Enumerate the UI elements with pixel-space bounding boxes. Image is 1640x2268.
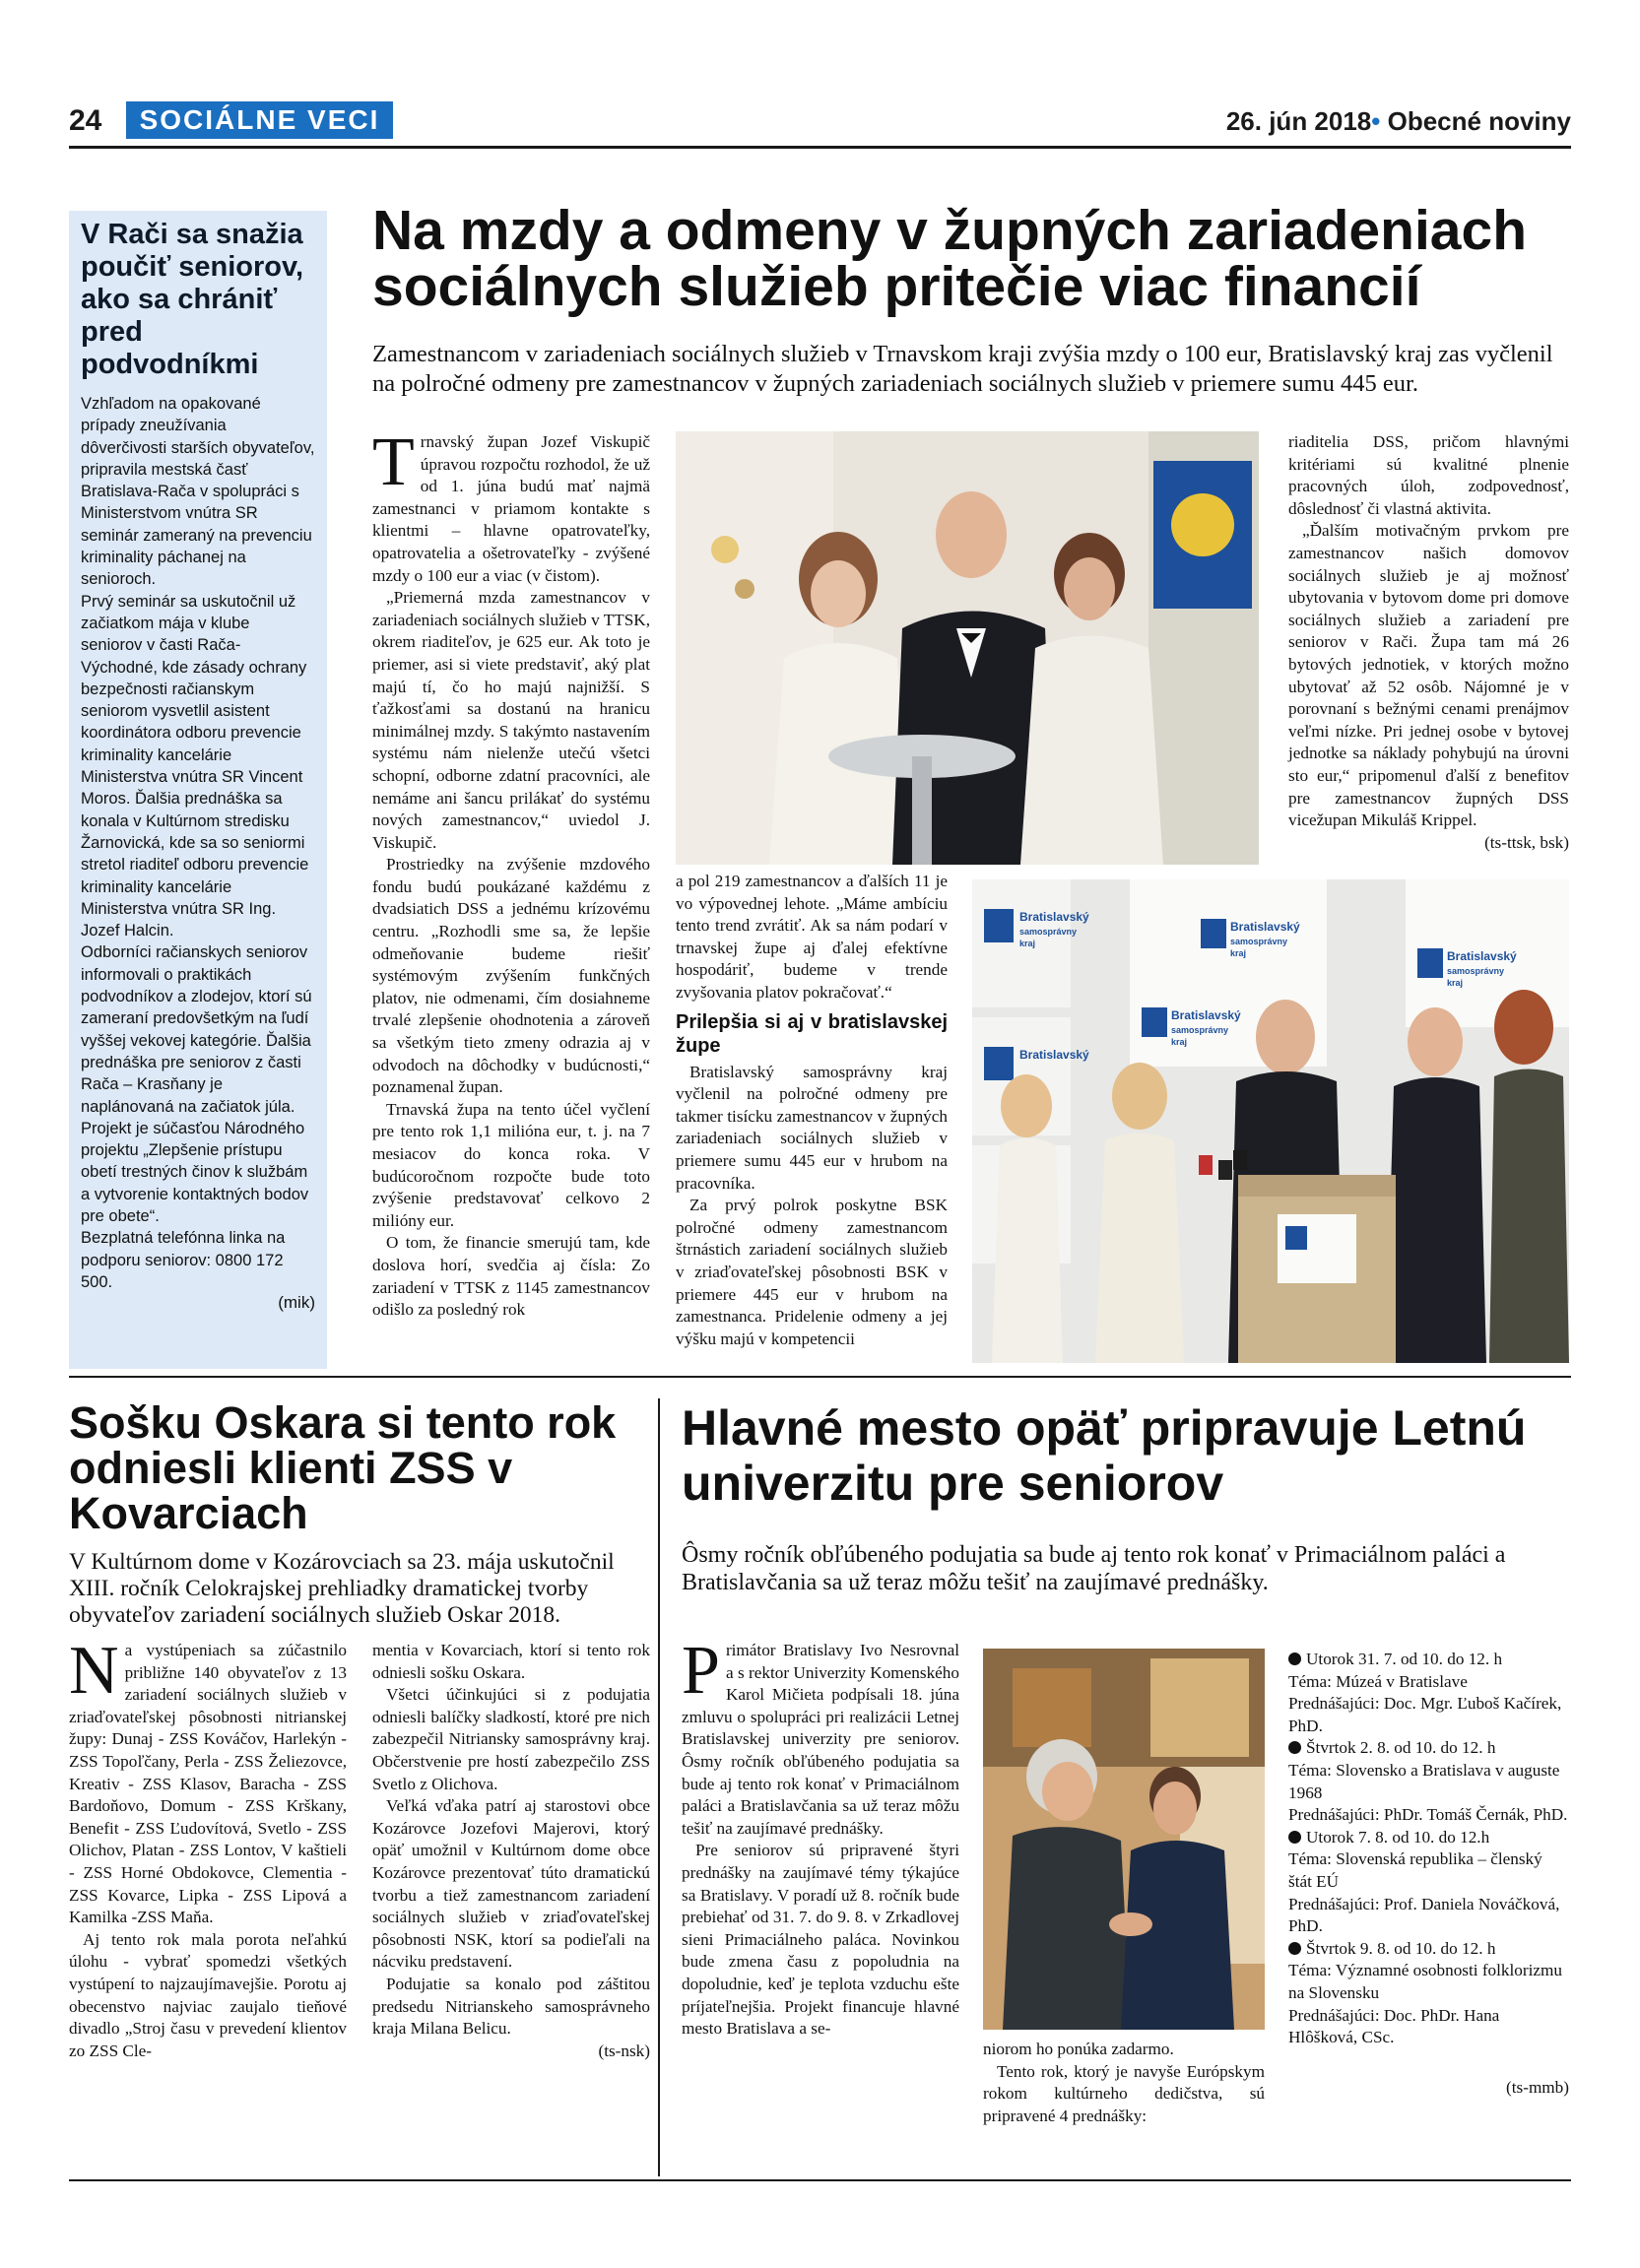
paragraph: „Ďalším motivačným prvkom pre zamestnancov našich domovov sociálnych služieb je aj možnosť ubytovania v bytovom dome pri domove sociálnych služieb a zariadení pre seniorov v Rači. Župa tam má 26 bytových jednotiek, v ktorých možno ubytovať až 52 osôb. Nájomné je v porovnaní s bežnými cenami prenájmov veľmi nízke. Pri jednej osobe v bytovej jednotke sa náklady pohybujú na úrovni sto eur,“ pripomenul ďalší z benefitov pre zamestnancov župných DSS vicežupan Mikuláš Krippel. [1288,521,1569,830]
oskar-headline: Sošku Oskara si tento rok odniesli klienti ZSS v Kovarciach [69,1397,617,1538]
main-column-2 [676,871,948,1350]
separator-dot: • [1371,106,1381,136]
paragraph: O tom, že financie smerujú tam, kde doslova horí, svedčia aj čísla: Zo zariadení v TTSK z 1145 zamestnancov odišlo za posledný rok [372,1233,650,1320]
section-label: SOCIÁLNE VECI [126,101,393,139]
university-headline: Hlavné mesto opäť pripravuje Letnú univerzitu pre seniorov [682,1400,1527,1511]
paragraph: Primátor Bratislavy Ivo Nesrovnal a s rektor Univerzity Komenského Karol Mičieta podpísali 18. júna zmluvu o spolupráci pri realizácii Letnej Bratislavskej univerzity pre seniorov. Ôsmy ročník obľúbeného podujatia sa bude aj tento rok konať v Primaciálnom paláci a Bratislavčania sa už teraz môžu tešiť na zaujímavé prednášky. [682,1633,959,1838]
main-lead: Zamestnancom v zariadeniach sociálnych služieb v Trnavskom kraji zvýšia mzdy o 100 eur, Bratislavský kraj zas vyčlenil na polročné odmeny pre zamestnancov v župných zariadeniach sociálnych služieb v priemere sumu 445 eur. [372,341,1553,397]
schedule-when: Štvrtok 9. 8. od 10. do 12. h [1288,1938,1569,1961]
svg-text:Bratislavský: Bratislavský [1019,1048,1089,1062]
article-signature: (ts-ttsk, bsk) [1484,832,1569,852]
drop-cap: P [682,1633,720,1709]
sidebar-signature: (mik) [278,1293,315,1313]
drop-cap: N [69,1633,119,1709]
lecture-schedule [1288,1649,1569,2099]
schedule-topic: Téma: Slovenská republika – členský štát EÚ [1288,1849,1542,1891]
university-lead: Ôsmy ročník obľúbeného podujatia sa bude aj tento rok konať v Primaciálnom paláci a Bratislavčania sa už teraz môžu tešiť na zaujímavé prednášky. [682,1542,1506,1595]
paragraph: Všetci účinkujúci si z podujatia odniesli balíčky sladkostí, ktoré pre nich zabezpečil Nitriansky samosprávny kraj. Občerstvenie pre hostí zabezpečilo ZSS Svetlo z Olichova. [372,1685,650,1793]
schedule-topic: Téma: Múzeá v Bratislave [1288,1671,1468,1691]
paragraph: Aj tento rok mala porota neľahkú úlohu - vybrať spomedzi všetkých vystúpení to najzaujímavejšie. Porotu aj obecenstvo najviac zaujalo tieňové divadlo „Stroj času v prevedení klientov zo ZSS Cle- [69,1929,347,2060]
schedule-when: Štvrtok 2. 8. od 10. do 12. h [1288,1737,1569,1760]
svg-text:kraj: kraj [1171,1037,1188,1047]
svg-text:samosprávny: samosprávny [1447,966,1505,976]
sidebar-paragraph: Projekt je súčasťou Národného projektu „Zlepšenie prístupu obetí trestných činov k službám a vytvorenie kontaktných bodov pre obete“. [81,1119,309,1225]
svg-text:Bratislavský: Bratislavský [1230,920,1300,934]
section-rule [69,1376,1571,1378]
paragraph: „Priemerná mzda zamestnancov v zariadeniach sociálnych služieb v TTSK, okrem riaditeľov, je 625 eur. Ak toto je priemer, asi si viete predstaviť, aký plat majú tí, čo ho majú najnižší. S ťažkosťami sa dostanú na hranicu minimálnej mzdy. S takýmto nastavením systému nám nielenže utečú všetci schopní, odborne zdatní pracovníci, ale nemáme ani šancu prilákať do systému nových zamestnancov,“ uviedol J. Viskupič. [372,588,650,852]
bullet-icon [1288,1652,1301,1665]
bullet-icon [1288,1741,1301,1754]
masthead-date [1226,106,1571,137]
photo-image [983,1649,1265,2030]
page-bottom-rule [69,2179,1571,2181]
university-column-2 [983,2039,1265,2127]
svg-text:kraj: kraj [1019,939,1036,948]
sidebar-paragraph: Bezplatná telefónna linka na podporu seniorov: 0800 172 500. [81,1229,286,1291]
schedule-lecturer: Prednášajúci: Doc. Mgr. Ľuboš Kačírek, PhD. [1288,1694,1562,1735]
column-divider [658,1398,660,2176]
schedule-lecturer: Prednášajúci: PhDr. Tomáš Černák, PhD. [1288,1805,1568,1825]
sidebar-paragraph: Vzhľadom na opakované prípady zneužívania dôverčivosti starších obyvateľov, pripravila mestská časť Bratislava-Rača v spolupráci s Ministerstvom vnútra SR seminár zameraný na prevenciu kriminality páchanej na senioroch. [81,395,315,589]
schedule-when: Utorok 31. 7. od 10. do 12. h [1288,1649,1569,1671]
sidebar-body [81,393,315,1313]
paragraph: mentia v Kovarciach, ktorí si tento rok odniesli sošku Oskara. [372,1641,650,1682]
svg-text:kraj: kraj [1230,948,1247,958]
sidebar-paragraph: Prvý seminár sa uskutočnil už začiatkom mája v klube seniorov v časti Rača-Východné, kde zásady ochrany bezpečnosti račianskym seniorom vysvetlil asistent koordinátora odboru prevencie kriminality kancelárie Ministerstva vnútra SR Vincent Moros. Ďalšia prednáška sa konala v Kultúrnom stredisku Žarnovická, kde sa so seniormi stretol riaditeľ odboru prevencie kriminality kancelárie Ministerstva vnútra SR Ing. Jozef Halcin. [81,592,309,940]
paragraph: Prostriedky na zvýšenie mzdového fondu budú poukázané každému z dvadsiatich DSS a jednému krízovému centru. „Rozhodli sme sa, že lepšie odmeňovanie budeme riešiť systémovým zvýšením funkčných platov, nie odmenami, čím dosiahneme trvalé zlepšenie ohodnotenia a zároveň sa všetkým tieto zmeny odrazia aj v odvodoch na dôchodky v budúcnosti,“ poznamenal župan. [372,855,650,1097]
subheading: Prilepšia si aj v bratislavskej župe [676,1010,948,1057]
drop-cap: T [372,424,415,500]
oskar-lead: V Kultúrnom dome v Kozárovciach sa 23. mája uskutočnil XIII. ročník Celokrajskej prehliadky dramatickej tvorby obyvateľov zariadení sociálnych služieb Oskar 2018. [69,1549,615,1628]
university-column-1 [682,1633,959,2041]
main-column-3 [1288,431,1569,854]
svg-text:Bratislavský: Bratislavský [1447,949,1517,963]
photo-image [972,879,1569,1363]
issue-date: 26. jún 2018 [1225,106,1372,136]
sidebar-box [69,211,327,1369]
oskar-column-1 [69,1633,347,2062]
sidebar-headline: V Rači sa snažia poučiť seniorov, ako sa chrániť pred podvodníkmi [81,219,304,380]
paragraph: Na vystúpeniach sa zúčastnilo približne 140 obyvateľov z 13 zariadení sociálnych služieb v zriaďovateľskej pôsobnosti nitrianskej župy: Dunaj - ZSS Kováčov, Harlekýn - ZSS Topoľčany, Perla - ZSS Želiezovce, Kreativ - ZSS Klasov, Baracha - ZSS Bardoňovo, Domum - ZSS Krškany, Benefit - ZSS Ľudovítová, Svetlo - ZSS Olichov, Platan - ZSS Lontov, V kaštieli - ZSS Horné Obdokovce, Clementia - ZSS Kovarce, Lipka - ZSS Lipová a Kamilka -ZSS Maňa. [69,1633,347,1927]
paragraph: Bratislavský samosprávny kraj vyčlenil na polročné odmeny pre takmer tisícku zamestnancov v župných zariadeniach sociálnych služieb v priemere sumu 445 eur v hrubom na pracovníka. [676,1062,948,1193]
photo-contract-signing [983,1649,1265,2030]
schedule-lecturer: Prednášajúci: Prof. Daniela Nováčková, PhD. [1288,1894,1560,1936]
svg-text:samosprávny: samosprávny [1171,1025,1229,1035]
svg-text:Bratislavský: Bratislavský [1019,910,1089,924]
paragraph: Veľká vďaka patrí aj starostovi obce Kozárovce Jozefovi Majerovi, ktorý opäť umožnil v Kultúrnom dome obce Kozárovce prezentovať túto dramatickú tvorbu a tiež zamestnancom zariadení sociálnych služieb v zriaďovateľskej pôsobnosti NSK, ktorí sa podieľali na nácviku predstavení. [372,1796,650,1972]
page-number: 24 [69,104,102,137]
bullet-icon [1288,1942,1301,1955]
svg-text:kraj: kraj [1447,978,1464,988]
sidebar-paragraph: Odborníci račianskych seniorov informovali o praktikách podvodníkov a zlodejov, ktorí sú zameraní predovšetkým na ľudí vyššej vekovej kategórie. Ďalšia prednáška pre seniorov z časti Rača – Krasňany je naplánovaná na začiatok júla. [81,943,312,1116]
paper-name: Obecné noviny [1387,106,1571,136]
paragraph: niorom ho ponúka zadarmo. [983,2040,1174,2058]
paragraph: riaditelia DSS, pričom hlavnými kritériami sú kvalitné plnenie pracovných úloh, zodpovednosť, dôslednosť či vlastná aktivita. [1288,432,1569,518]
paragraph: Trnavská župa na tento účel vyčlení pre tento rok 1,1 milióna eur, t. j. na 7 mesiacov do konca roka. V budúcoročnom rozpočte bude toto zvýšenie predstavovať celkovo 2 milióny eur. [372,1099,650,1230]
schedule-topic: Téma: Slovensko a Bratislava v auguste 1968 [1288,1760,1560,1802]
main-column-1 [372,424,650,1322]
svg-text:samosprávny: samosprávny [1019,927,1078,937]
schedule-lecturer: Prednášajúci: Doc. PhDr. Hana Hlôšková, CSc. [1288,2005,1500,2047]
paragraph: Za prvý polrok poskytne BSK polročné odmeny zamestnancom štrnástich zariadení sociálnych služieb v zriaďovateľskej pôsobnosti BSK v priemere 445 eur v hrubom na zamestnanca. Pridelenie odmeny a jej výšku majú v kompetencii [676,1196,948,1348]
svg-text:samosprávny: samosprávny [1230,937,1288,946]
main-headline: Na mzdy a odmeny v župných zariadeniach sociálnych služieb pritečie viac financií [372,199,1528,318]
paragraph: Trnavský župan Jozef Viskupič úpravou rozpočtu rozhodol, že už od 1. júna budú mať najmä zamestnanci v priamom kontakte s klientmi – hlavne opatrovateľky, opatrovatelia a ošetrovateľky - zvýšené mzdy o 100 eur a viac (v čistom). [372,424,650,585]
bullet-icon [1288,1831,1301,1844]
schedule-topic: Téma: Významné osobnosti folklorizmu na Slovensku [1288,1961,1562,2002]
oskar-column-2 [372,1640,650,2062]
photo-bsk-conference [972,879,1569,1363]
svg-text:Bratislavský: Bratislavský [1171,1008,1241,1022]
paragraph: a pol 219 zamestnancov a ďalších 11 je vo výpovednej lehote. „Máme ambíciu tento trend zvrátiť. Ak sa nám podarí v trnavskej župe aj ďalej efektívne hospodáriť, budeme v trende zvyšovania platov pokračovať.“ [676,872,948,1002]
paragraph: Podujatie sa konalo pod záštitou predsedu Nitrianskeho samosprávneho kraja Milana Belicu. [372,1974,650,2039]
paragraph: Pre seniorov sú pripravené štyri prednášky na zaujímavé témy týkajúce sa Bratislavy. V poradí už 8. ročník bude prebiehať od 31. 7. do 9. 8. v Zrkadlovej sieni Primaciálneho paláca. Novinkou bude zmena času z popoludnia na dopoludnie, keď je teplota vzduchu ešte príjateľnejšia. Projekt financuje hlavné mesto Bratislava a se- [682,1841,959,2039]
article-signature: (ts-nsk) [598,2041,650,2060]
photo-press-conference [676,431,1259,865]
schedule-when: Utorok 7. 8. od 10. do 12.h [1288,1827,1569,1849]
header-rule [69,146,1571,149]
article-signature: (ts-mmb) [1506,2077,1569,2097]
paragraph: Tento rok, ktorý je navyše Európskym rokom kultúrneho dedičstva, sú pripravené 4 prednášky: [983,2061,1265,2125]
photo-image [676,431,1259,865]
